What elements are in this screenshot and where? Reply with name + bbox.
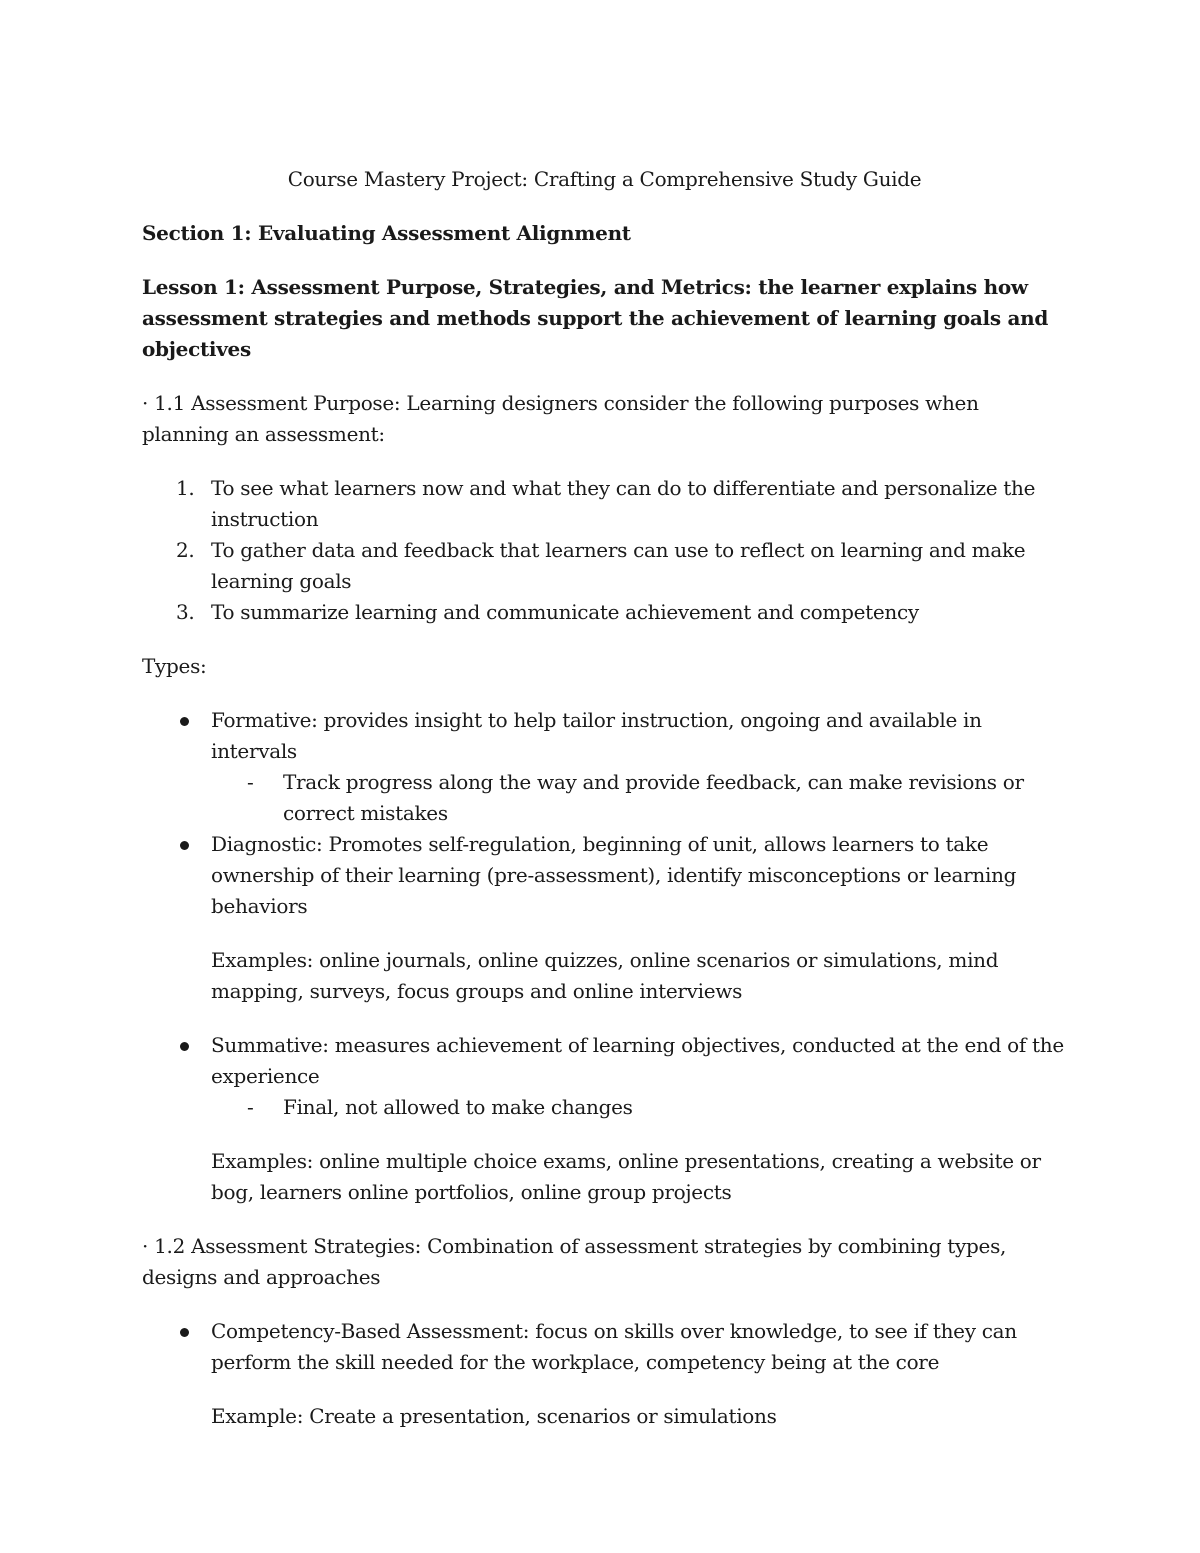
sub-item	[211, 1092, 1067, 1123]
sub-list	[211, 1092, 1067, 1123]
bullet-icon	[180, 1328, 189, 1337]
types-label: Types:	[142, 654, 207, 678]
bullet-item-formative	[142, 705, 1067, 829]
diagnostic-examples: Examples: online journals, online quizzes, online scenarios or simulations, mind mapping, surveys, focus groups and online interviews	[211, 948, 999, 1003]
sub-item-text: Final, not allowed to make changes	[283, 1095, 633, 1119]
types-list	[142, 705, 1067, 1208]
competency-example: Example: Create a presentation, scenarios or simulations	[211, 1404, 777, 1428]
bullet-text: Competency-Based Assessment: focus on skills over knowledge, to see if they can perform the skill needed for the workplace, competency being at the core	[211, 1319, 1017, 1374]
strategies-list	[142, 1316, 1067, 1432]
list-item	[142, 535, 1067, 597]
bullet-text: Summative: measures achievement of learning objectives, conducted at the end of the experience	[211, 1033, 1064, 1088]
lesson-heading: Lesson 1: Assessment Purpose, Strategies, and Metrics: the learner explains how assessment strategies and methods support the achievement of learning goals and objectives	[142, 275, 1049, 361]
list-item-text: To summarize learning and communicate achievement and competency	[211, 600, 919, 624]
bullet-item-competency	[142, 1316, 1067, 1432]
bullet-item-diagnostic	[142, 829, 1067, 1007]
purpose-intro: · 1.1 Assessment Purpose: Learning designers consider the following purposes when planning an assessment:	[142, 391, 979, 446]
list-number: 2.	[176, 538, 195, 562]
dash-icon: -	[247, 1095, 254, 1119]
bullet-icon	[180, 841, 189, 850]
section-heading: Section 1: Evaluating Assessment Alignment	[142, 221, 631, 245]
document-page	[142, 164, 1067, 1455]
list-item-text: To see what learners now and what they can do to differentiate and personalize the instruction	[211, 476, 1036, 531]
list-item	[142, 597, 1067, 628]
bullet-item-summative	[142, 1030, 1067, 1208]
purpose-list	[142, 473, 1067, 628]
list-item	[142, 473, 1067, 535]
bullet-text: Formative: provides insight to help tailor instruction, ongoing and available in intervals	[211, 708, 982, 763]
bullet-text: Diagnostic: Promotes self-regulation, beginning of unit, allows learners to take ownership of their learning (pre-assessment), identify misconceptions or learning behaviors	[211, 832, 1017, 918]
list-number: 1.	[176, 476, 195, 500]
document-title: Course Mastery Project: Crafting a Comprehensive Study Guide	[287, 167, 922, 191]
strategies-intro: · 1.2 Assessment Strategies: Combination of assessment strategies by combining types, designs and approaches	[142, 1234, 1007, 1289]
sub-item	[211, 767, 1067, 829]
summative-examples: Examples: online multiple choice exams, online presentations, creating a website or bog, learners online portfolios, online group projects	[211, 1149, 1041, 1204]
sub-list	[211, 767, 1067, 829]
bullet-icon	[180, 717, 189, 726]
list-number: 3.	[176, 600, 195, 624]
list-item-text: To gather data and feedback that learners can use to reflect on learning and make learning goals	[211, 538, 1026, 593]
bullet-icon	[180, 1042, 189, 1051]
sub-item-text: Track progress along the way and provide feedback, can make revisions or correct mistakes	[283, 770, 1024, 825]
dash-icon: -	[247, 770, 254, 794]
